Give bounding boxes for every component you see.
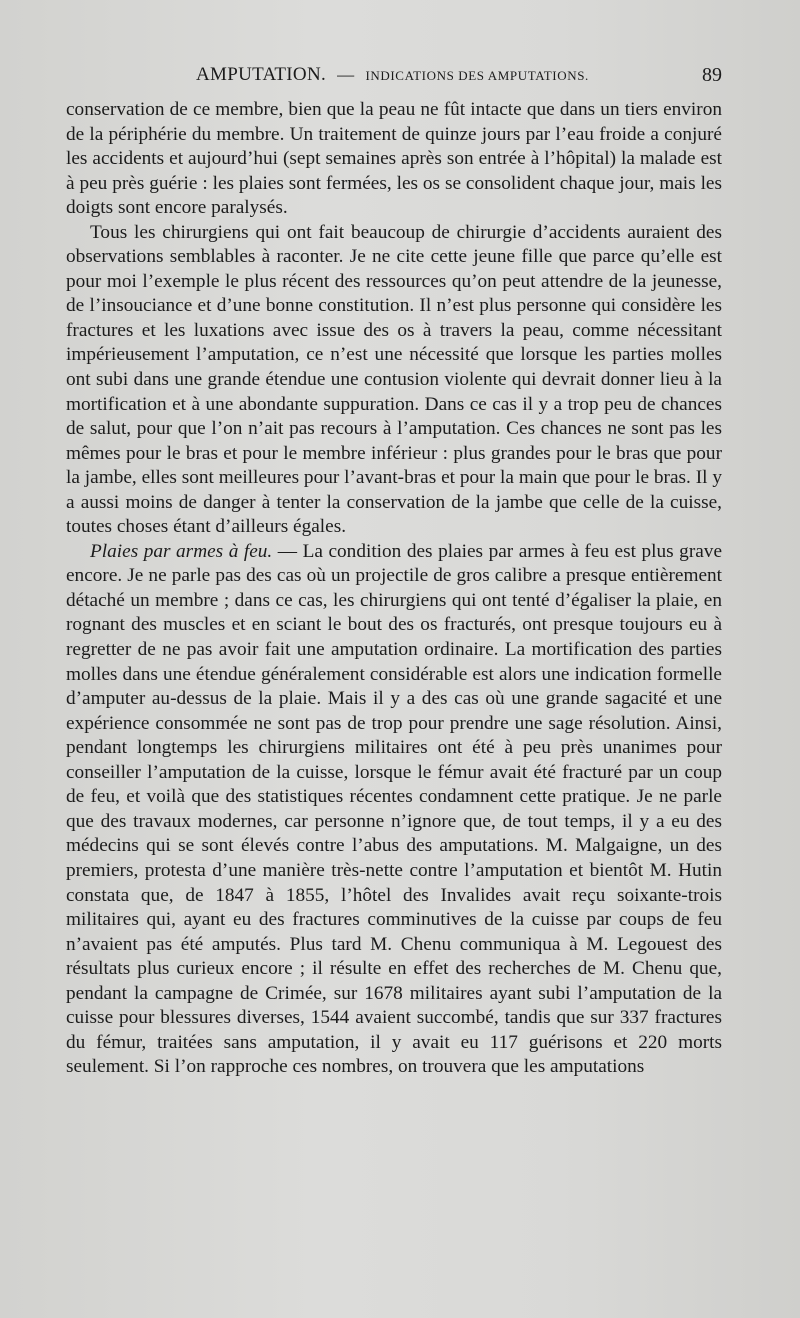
paragraph-continuation: conservation de ce membre, bien que la peau ne fût intacte que dans un tiers environ de la périphérie du membre. Un traitement de quinze jours par l’eau froide a conjuré les accidents et aujourd’hui (sept semaines après son entrée à l’hôpital) la malade est à peu près guérie : les plaies sont fermées, les os se consolident chaque jour, mais les doigts sont encore paralysés. xyxy=(66,99,722,219)
paragraph-gunshot-wounds xyxy=(66,540,722,1080)
chapter-title: AMPUTATION. xyxy=(196,64,327,85)
paragraph-surgeons: Tous les chirurgiens qui ont fait beaucoup de chirurgie d’accidents auraient des observations semblables à raconter. Je ne cite cette jeune fille que parce qu’elle est pour moi l’exemple le plus récent des ressources qu’on peut attendre de la jeunesse, de l’insouciance et d’une bonne constitution. Il n’est plus personne qui considère les fractures et les luxations avec issue des os à travers la peau, comme nécessitant impérieusement l’amputation, ce n’est une nécessité que lorsque les parties molles ont subi dans une grande étendue une contusion violente qui devrait donner lieu à la mortification et à une abondante suppuration. Dans ce cas il y a trop peu de chances de salut, pour que l’on n’ait pas recours à l’amputation. Ces chances ne sont pas les mêmes pour le bras et pour le membre inférieur : plus grandes pour le bras que pour la jambe, elles sont meilleures pour l’avant-bras et pour la main que pour le bras. Il y a aussi moins de danger à tenter la conservation de la jambe que celle de la cuisse, toutes choses étant d’ailleurs égales. xyxy=(66,221,722,538)
running-header xyxy=(66,64,722,92)
body-text xyxy=(66,98,722,1080)
paragraph-gunshot-text: — La condition des plaies par armes à feu est plus grave encore. Je ne parle pas des cas où un projectile de gros calibre a presque entièrement détaché un membre ; dans ce cas, les chirurgiens qui ont tenté d’égaliser la plaie, en rognant des muscles et en sciant le bout des os fracturés, ont presque toujours eu à regretter de ne pas avoir fait une amputation ordinaire. La mortification des parties molles dans une étendue généralement considérable est alors une indication formelle d’amputer au-dessus de la plaie. Mais il y a des cas où une grande sagacité et une expérience consommée ne sont pas de trop pour prendre une sage résolution. Ainsi, pendant longtemps les chirurgiens militaires ont été à peu près unanimes pour conseiller l’amputation de la cuisse, lorsque le fémur avait été fracturé par un coup de feu, et voilà que des statistiques récentes condamnent cette pratique. Je ne parle que des travaux modernes, car personne n’ignore que, de tout temps, il y a eu des médecins qui se sont élevés contre l’abus des amputations. M. Malgaigne, un des premiers, protesta d’une manière très-nette contre l’amputation et bientôt M. Hutin constata que, de 1847 à 1855, l’hôtel des Invalides avait reçu soixante-trois militaires qui, ayant eu des fractures comminutives de la cuisse par coups de feu n’avaient pas été amputés. Plus tard M. Chenu communiqua à M. Legouest des résultats plus curieux encore ; il résulte en effet des recherches de M. Chenu que, pendant la campagne de Crimée, sur 1678 militaires ayant subi l’amputation de la cuisse pour blessures diverses, 1544 avaient succombé, tandis que sur 337 fractures du fémur, traitées sans amputation, il y avait eu 117 guérisons et 220 morts seulement. Si l’on rapproche ces nombres, on trouvera que les amputations xyxy=(66,540,723,1078)
title-dash: — xyxy=(337,65,355,84)
page-number: 89 xyxy=(702,64,722,86)
section-lead-italic: Plaies par armes à feu. xyxy=(90,540,273,562)
section-subtitle: INDICATIONS DES AMPUTATIONS. xyxy=(365,68,589,83)
running-title xyxy=(196,64,589,86)
